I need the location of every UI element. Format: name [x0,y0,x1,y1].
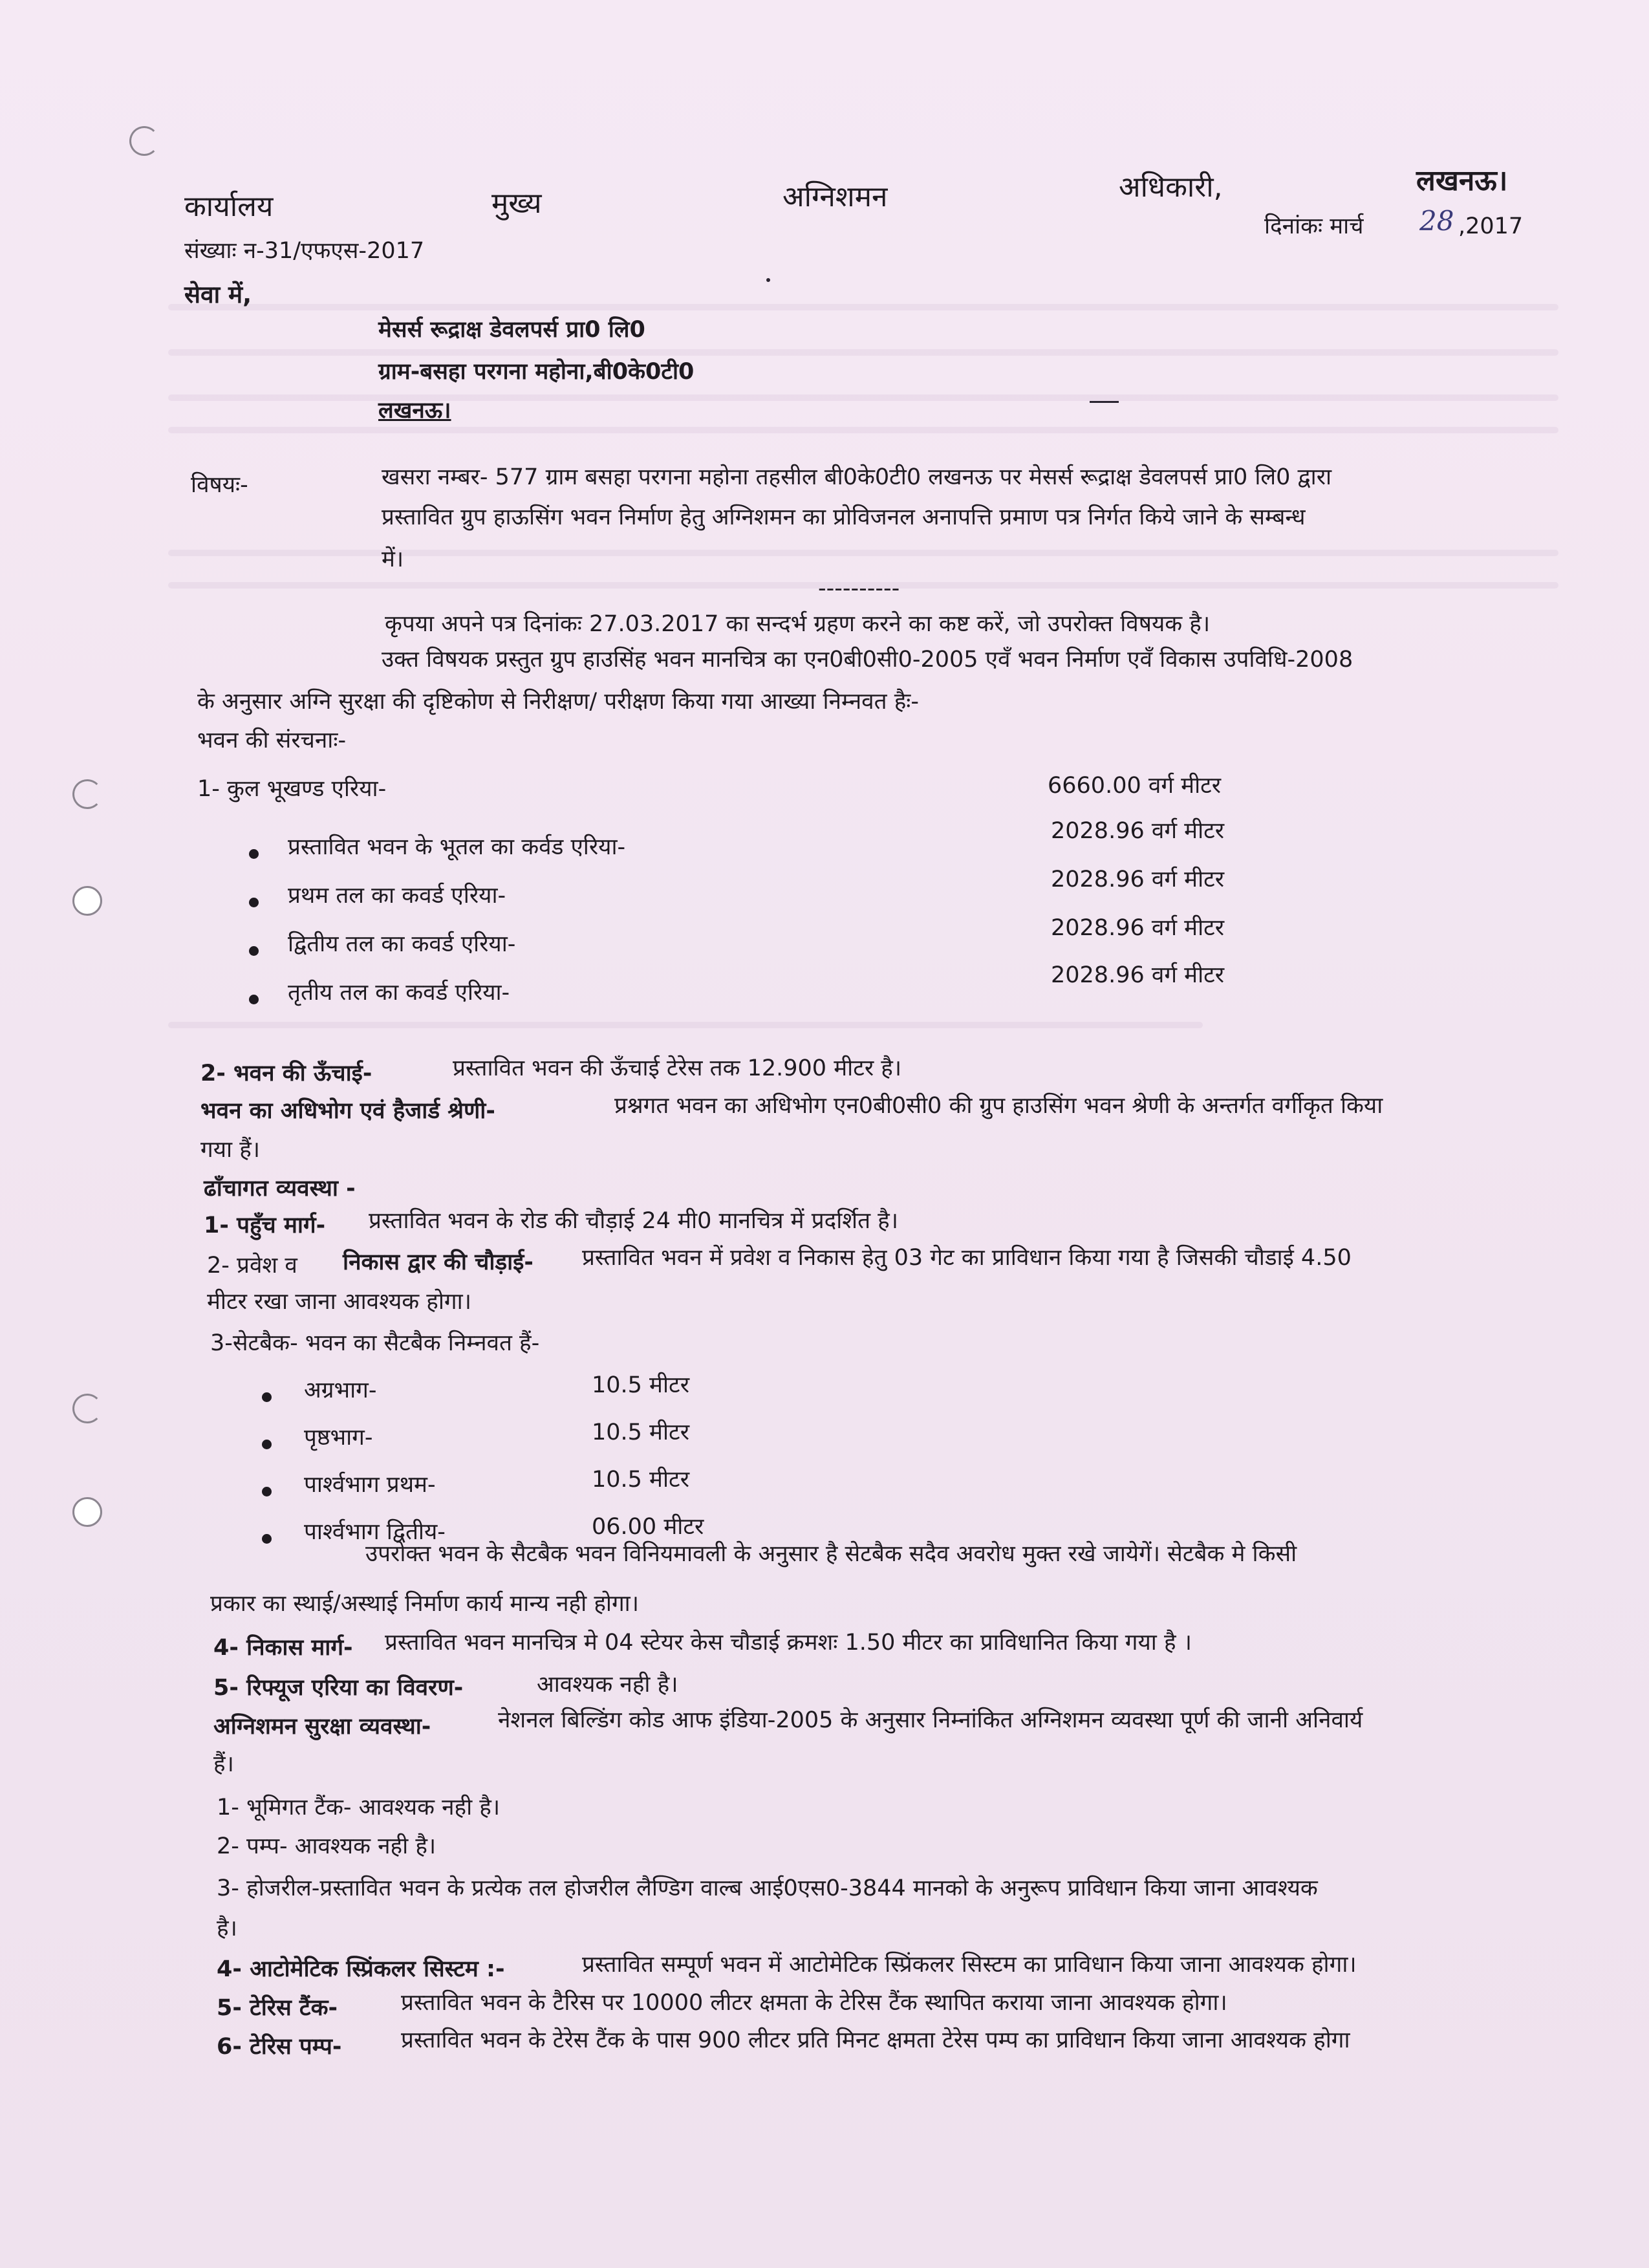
bullet [262,1487,272,1496]
bullet [249,849,259,859]
punch-hole [72,779,102,809]
header-officer-word: अधिकारी, [1119,171,1223,204]
fire-safety-label: अग्निशमन सुरक्षा व्यवस्था- [213,1714,431,1740]
address-line-3: लखनऊ। [378,398,451,424]
gate-prefix: 2- प्रवेश व [207,1253,297,1279]
intro-line-2: उक्त विषयक प्रस्तुत ग्रुप हाउसिंह भवन मानचित्र का एन0बी0सी0-2005 एवँ भवन निर्माण एवँ विकास उपविधि-2008 [382,647,1353,673]
bullet [262,1392,272,1402]
terrace-tank-text: प्रस्तावित भवन के टैरिस पर 10000 लीटर क्षमता के टेरिस टैंक स्थापित कराया जाना आवश्यक होगा। [401,1990,1227,2016]
setback-label: पार्श्वभाग द्वितीय- [304,1519,446,1545]
area-value: 2028.96 वर्ग मीटर [1051,818,1225,844]
occupancy-label: भवन का अधिभोग एवं हैजार्ड श्रेणी- [200,1098,495,1124]
subject-divider: ---------- [818,576,900,601]
setback-value: 10.5 मीटर [592,1420,690,1445]
plot-area-label: 1- कुल भूखण्ड एरिया- [197,776,387,802]
bullet [249,946,259,956]
intro-line-1: कृपया अपने पत्र दिनांकः 27.03.2017 का सन्दर्भ ग्रहण करने का कष्ट करें, जो उपरोक्त विषयक है। [385,611,1211,637]
occupancy-text-2: गया हैं। [200,1137,261,1163]
access-road-label: 1- पहुँच मार्ग- [204,1213,326,1238]
header-chief-word: मुख्य [491,187,542,220]
date-prefix: दिनांकः मार्च [1264,213,1364,239]
intro-line-3: के अनुसार अग्नि सुरक्षा की दृष्टिकोण से निरीक्षण/ परीक्षण किया गया आख्या निम्नवत हैः- [197,689,919,715]
date-year: ,2017 [1458,213,1524,239]
punch-hole [129,126,159,156]
setback-note-2: प्रकार का स्थाई/अस्थाई निर्माण कार्य मान्य नही होगा। [210,1591,640,1617]
area-value: 2028.96 वर्ग मीटर [1051,962,1225,988]
punch-hole [72,1497,102,1527]
terrace-pump-text: प्रस्तावित भवन के टेरेस टैंक के पास 900 लीटर प्रति मिनट क्षमता टेरेस पम्प का प्राविधान किया जाना आवश्यक होगा [401,2027,1350,2053]
area-label: तृतीय तल का कवर्ड एरिया- [288,980,510,1006]
height-text: प्रस्तावित भवन की ऊँचाई टेरेस तक 12.900 मीटर है। [453,1055,902,1081]
setback-label: पृष्ठभाग- [304,1425,373,1451]
area-label: प्रस्तावित भवन के भूतल का कर्वड एरिया- [288,834,626,860]
area-label: प्रथम तल का कवर्ड एरिया- [288,883,506,909]
fire-safety-text-2: हैं। [213,1751,234,1777]
header-city-word: लखनऊ। [1416,164,1508,197]
area-value: 2028.96 वर्ग मीटर [1051,915,1225,941]
address-line-1: मेसर्स रूद्राक्ष डेवलपर्स प्रा0 लि0 [378,317,645,343]
hosereel-item-2: है। [217,1916,237,1941]
punch-hole [72,1394,102,1423]
stray-mark [766,278,770,282]
terrace-tank-label: 5- टेरिस टैंक- [217,1995,338,2021]
occupancy-text: प्रश्नगत भवन का अधिभोग एन0बी0सी0 की ग्रुप हाउसिंग भवन श्रेणी के अन्तर्गत वर्गीकृत किया [614,1093,1383,1119]
terrace-pump-label: 6- टेरिस पम्प- [217,2034,342,2060]
exit-route-label: 4- निकास मार्ग- [213,1635,353,1661]
area-label: द्वितीय तल का कवर्ड एरिया- [288,931,516,957]
access-road-text: प्रस्तावित भवन के रोड की चौड़ाई 24 मी0 मानचित्र में प्रदर्शित है। [369,1208,899,1234]
bullet [262,1534,272,1544]
handwritten-date-day: 28 [1419,205,1454,237]
bleed-through-mark [168,1022,1203,1028]
refuge-area-label: 5- रिफ्यूज एरिया का विवरण- [213,1675,464,1701]
area-value: 2028.96 वर्ग मीटर [1051,867,1225,892]
punch-hole [72,886,102,916]
refuge-area-text: आवश्यक नही है। [537,1672,678,1698]
subject-line-2: प्रस्तावित ग्रुप हाऊसिंग भवन निर्माण हेतु अग्निशमन का प्रोविजनल अनापत्ति प्रमाण पत्र निर्गत किये जाने के सम्बन्ध [382,504,1306,530]
bleed-through-mark [168,427,1558,433]
setback-value: 10.5 मीटर [592,1372,690,1398]
subject-line-1: खसरा नम्बर- 577 ग्राम बसहा परगना महोना तहसील बी0के0टी0 लखनऊ पर मेसर्स रूद्राक्ष डेवलपर्स प्रा0 लि0 द्वारा [382,464,1332,490]
exit-route-text: प्रस्तावित भवन मानचित्र मे 04 स्टेयर केस चौडाई क्रमशः 1.50 मीटर का प्राविधानित किया गया है । [385,1630,1192,1656]
setback-value: 06.00 मीटर [592,1514,704,1540]
height-label: 2- भवन की ऊँचाई- [200,1061,372,1086]
bullet [262,1440,272,1449]
bleed-through-mark [168,550,1558,556]
underground-tank-item: 1- भूमिगत टैंक- आवश्यक नही है। [217,1795,501,1820]
pump-item: 2- पम्प- आवश्यक नही है। [217,1833,436,1859]
sprinkler-label: 4- आटोमेटिक स्प्रिंकलर सिस्टम :- [217,1956,505,1982]
hosereel-item: 3- होजरील-प्रस्तावित भवन के प्रत्येक तल होजरील लैण्डिग वाल्ब आई0एस0-3844 मानको के अनुरूप प्राविधान किया जाना आवश्यक [217,1875,1318,1901]
setback-note-1: उपरोक्त भवन के सैटबैक भवन विनियमावली के अनुसार है सेटबैक सदैव अवरोध मुक्त रखे जायेगें। सेटबैक मे किसी [365,1541,1297,1567]
subject-label: विषयः- [191,472,248,498]
sprinkler-text: प्रस्तावित सम्पूर्ण भवन में आटोमेटिक स्प्रिंकलर सिस्टम का प्राविधान किया जाना आवश्यक होगा। [582,1952,1357,1978]
structure-heading: भवन की संरचनाः- [197,728,347,753]
plot-area-value: 6660.00 वर्ग मीटर [1048,773,1222,799]
gate-text: प्रस्तावित भवन में प्रवेश व निकास हेतु 03 गेट का प्राविधान किया गया है जिसकी चौडाई 4.50 [582,1245,1352,1271]
reference-number: संख्याः न-31/एफएस-2017 [184,238,425,264]
salutation: सेवा में, [184,281,252,308]
bullet [249,995,259,1004]
gate-text-2: मीटर रखा जाना आवश्यक होगा। [207,1289,471,1315]
bleed-through-mark [168,349,1558,356]
gate-label: निकास द्वार की चौड़ाई- [343,1249,534,1275]
header-office-word: कार्यालय [184,190,274,223]
setback-label: अग्रभाग- [304,1377,377,1403]
infrastructure-heading: ढाँचागत व्यवस्था - [204,1176,356,1202]
setback-value: 10.5 मीटर [592,1467,690,1493]
bleed-through-mark [168,304,1558,310]
address-line-2: ग्राम-बसहा परगना महोना,बी0के0टी0 [378,359,695,385]
stray-mark [1090,401,1119,403]
header-fire-word: अग्निशमन [782,180,888,213]
bullet [249,898,259,907]
fire-safety-text: नेशनल बिल्डिंग कोड आफ इंडिया-2005 के अनुसार निम्नांकित अग्निशमन व्यवस्था पूर्ण की जानी अनिवार्य [498,1707,1363,1733]
setback-heading: 3-सेटबैक- भवन का सैटबैक निम्नवत हैं- [210,1330,540,1356]
setback-label: पार्श्वभाग प्रथम- [304,1472,436,1498]
bleed-through-mark [168,394,1558,401]
subject-line-3: में। [382,546,404,572]
